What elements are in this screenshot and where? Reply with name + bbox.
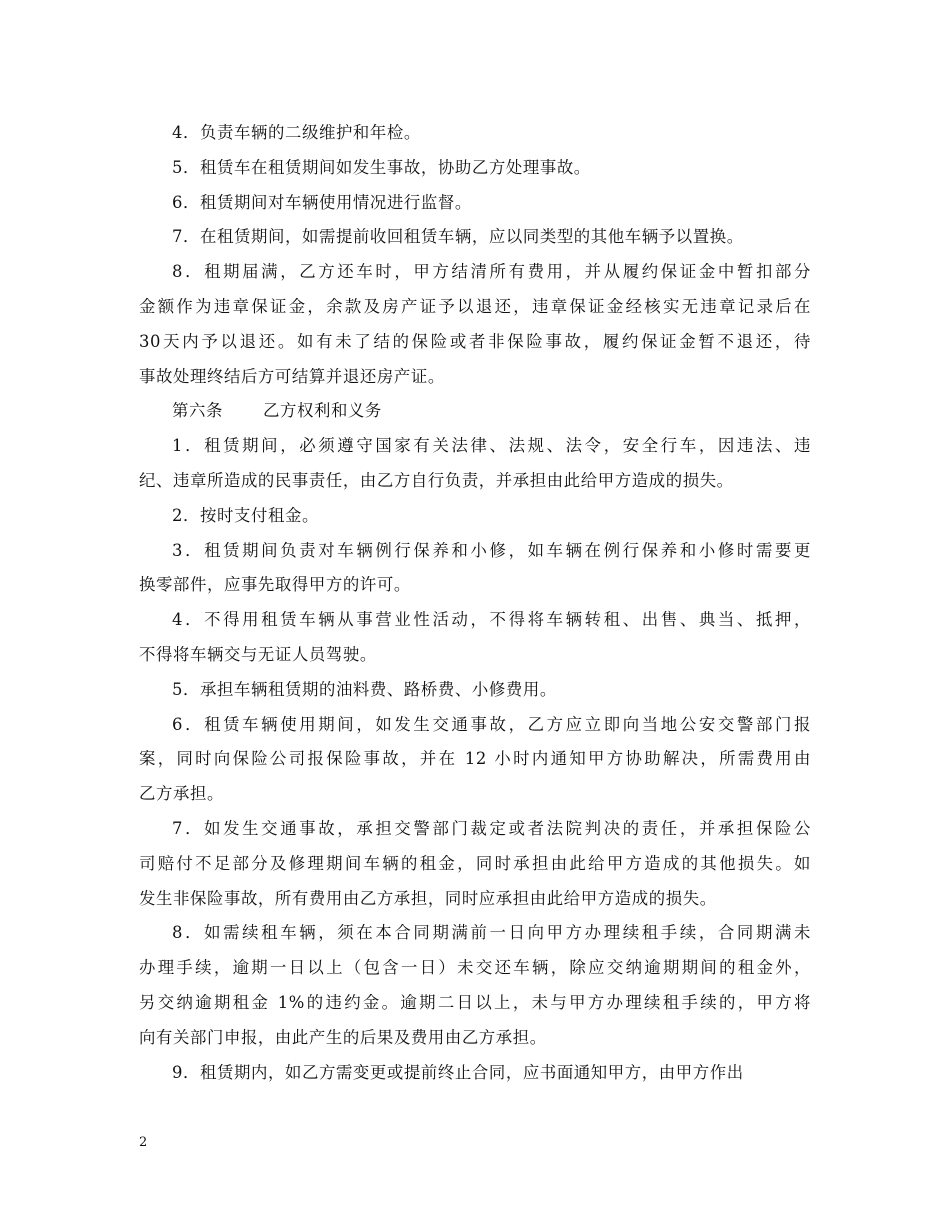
text-line: 1．租赁期间，必须遵守国家有关法律、法规、法令，安全行车，因违法、违 [172,436,811,456]
text-line: 4．不得用租赁车辆从事营业性活动，不得将车辆转租、出售、典当、抵押， [172,610,811,630]
text-line: 换零部件，应事先取得甲方的许可。 [139,575,411,595]
text-line: 6．租赁期间对车辆使用情况进行监督。 [172,192,472,212]
paragraph [139,673,811,708]
text-line: 7．如发生交通事故，承担交警部门裁定或者法院判决的责任，并承担保险公 [172,818,811,838]
paragraph [139,812,811,916]
text-line: 事故处理终结后方可结算并退还房产证。 [139,366,445,386]
text-line: 乙方承担。 [139,784,224,804]
paragraph [139,1056,811,1091]
text-line: 5．租赁车在租赁期间如发生事故，协助乙方处理事故。 [172,157,591,177]
article-number: 第六条 [172,401,223,421]
text-line: 8．租期届满，乙方还车时，甲方结清所有费用，并从履约保证金中暂扣部分 [172,262,811,282]
text-line: 2．按时支付租金。 [172,505,319,525]
text-line: 案，同时向保险公司报保险事故，并在 12 小时内通知甲方协助解决，所需费用由 [139,749,811,769]
text-line: 3．租赁期间负责对车辆例行保养和小修，如车辆在例行保养和小修时需要更 [172,540,811,560]
text-line: 6．租赁车辆使用期间，如发生交通事故，乙方应立即向当地公安交警部门报 [172,714,811,734]
text-line: 8．如需续租车辆，须在本合同期满前一日向甲方办理续租手续，合同期满未 [172,923,811,943]
paragraph [139,708,811,812]
text-line: 9．租赁期内，如乙方需变更或提前终止合同，应书面通知甲方，由甲方作出 [172,1062,744,1082]
obligations-list-party-b [139,429,811,1090]
document-body [139,116,811,1090]
text-line: 4．负责车辆的二级维护和年检。 [172,123,421,142]
text-line: 司赔付不足部分及修理期间车辆的租金，同时承担由此给甲方造成的其他损失。如 [139,853,811,873]
text-line: 不得将车辆交与无证人员驾驶。 [139,644,377,664]
article-heading [139,394,811,429]
paragraph [139,499,811,534]
text-line: 另交纳逾期租金 1%的违约金。逾期二日以上，未与甲方办理续租手续的，甲方将 [139,992,811,1012]
text-line: 纪、违章所造成的民事责任，由乙方自行负责，并承担由此给甲方造成的损失。 [139,470,734,490]
paragraph [139,151,811,186]
text-line: 办理手续，逾期一日以上（包含一日）未交还车辆，除应交纳逾期期间的租金外， [139,958,811,978]
paragraph [139,255,811,394]
text-line: 向有关部门申报，由此产生的后果及费用由乙方承担。 [139,1027,547,1047]
text-line: 7．在租赁期间，如需提前收回租赁车辆，应以同类型的其他车辆予以置换。 [172,227,744,247]
obligations-list-party-a [139,116,811,394]
text-line: 发生非保险事故，所有费用由乙方承担，同时应承担由此给甲方造成的损失。 [139,888,717,908]
page-number: 2 [139,1135,148,1150]
paragraph [139,186,811,221]
text-line: 5．承担车辆租赁期的油料费、路桥费、小修费用。 [172,679,557,699]
text-line: 金额作为违章保证金，余款及房产证予以退还，违章保证金经核实无违章记录后在 [139,296,811,316]
article-title: 乙方权利和义务 [262,401,382,421]
paragraph [139,429,811,499]
paragraph [139,116,811,151]
paragraph [139,534,811,604]
paragraph [139,220,811,255]
paragraph [139,916,811,1055]
text-line: 30天内予以退还。如有未了结的保险或者非保险事故，履约保证金暂不退还，待 [139,331,811,351]
paragraph [139,603,811,673]
